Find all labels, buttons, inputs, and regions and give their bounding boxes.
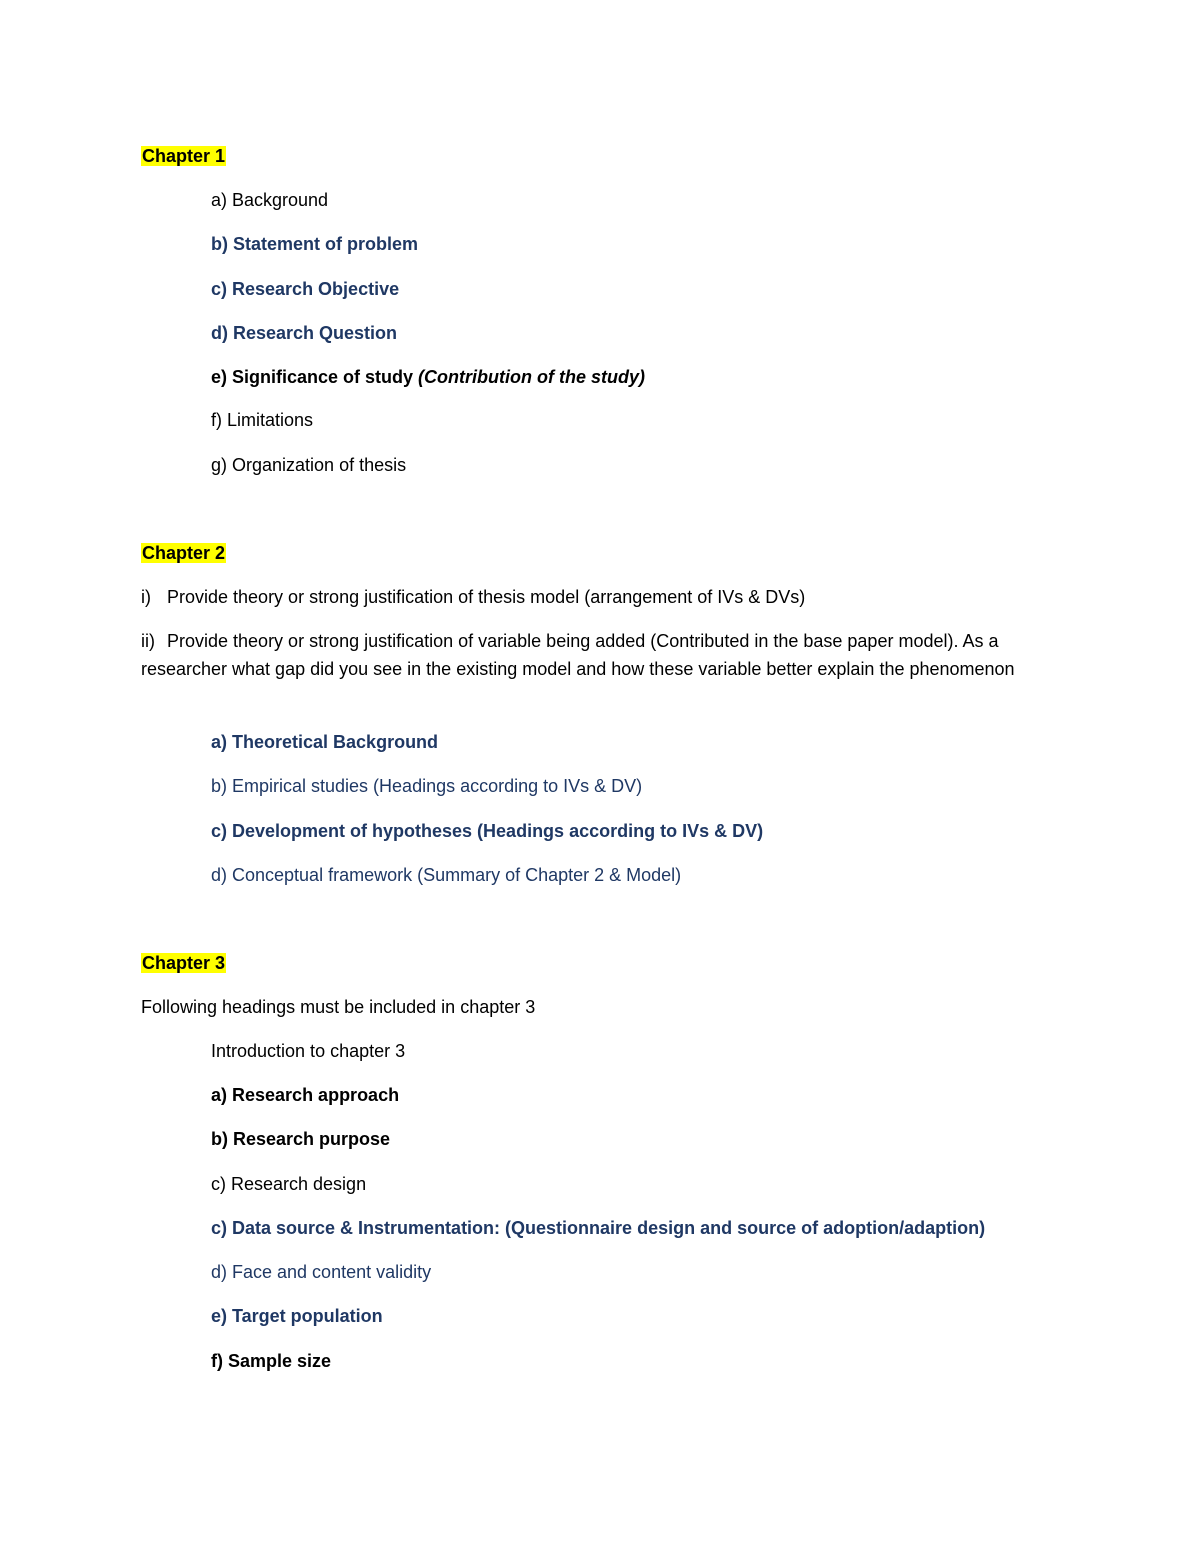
chapter-2-heading-line: [141, 542, 226, 564]
ch2-point-ii: [141, 627, 1061, 683]
chapter-1-heading: Chapter 1: [142, 146, 226, 166]
ch3-item-introduction: Introduction to chapter 3: [211, 1041, 406, 1061]
ch1-item-organization: g) Organization of thesis: [211, 455, 407, 475]
ch2-point-i-number: i): [141, 587, 151, 607]
chapter-1-heading-line: [141, 145, 226, 167]
ch2-point-ii-number: ii): [141, 631, 155, 651]
chapter-2-heading: Chapter 2: [142, 543, 226, 563]
chapter-3-heading-line: [141, 952, 226, 974]
ch1-item-background: a) Background: [211, 190, 329, 210]
ch3-item-face-validity: d) Face and content validity: [211, 1262, 432, 1282]
ch3-intro-sentence: Following headings must be included in chapter 3: [141, 997, 536, 1017]
ch1-item-statement-of-problem: b) Statement of problem: [211, 234, 419, 254]
chapter-3-heading: Chapter 3: [142, 953, 226, 973]
ch2-item-hypotheses: c) Development of hypotheses (Headings according to IVs & DV): [211, 821, 764, 841]
ch3-item-research-design: c) Research design: [211, 1174, 367, 1194]
ch1-item-research-question: d) Research Question: [211, 323, 398, 343]
ch1-item-research-objective: c) Research Objective: [211, 279, 400, 299]
ch2-point-i-text: Provide theory or strong justification of thesis model (arrangement of IVs & DVs): [167, 587, 806, 607]
ch1-significance-note: (Contribution of the study): [418, 367, 645, 387]
ch2-item-empirical-studies: b) Empirical studies (Headings according to IVs & DV): [211, 776, 643, 796]
ch3-item-research-approach: a) Research approach: [211, 1085, 400, 1105]
ch3-item-research-purpose: b) Research purpose: [211, 1129, 391, 1149]
ch3-item-target-population: e) Target population: [211, 1306, 383, 1326]
ch2-point-i: [141, 586, 805, 608]
ch2-item-theoretical-background: a) Theoretical Background: [211, 732, 439, 752]
ch1-item-significance: [211, 366, 645, 388]
ch3-item-sample-size: f) Sample size: [211, 1351, 332, 1371]
ch2-item-conceptual-framework: d) Conceptual framework (Summary of Chapter 2 & Model): [211, 865, 682, 885]
ch2-point-ii-text: Provide theory or strong justification of variable being added (Contributed in the base paper model). As a researcher what gap did you see in the existing model and how these variable better explain the phenomenon: [141, 631, 1015, 679]
ch1-item-limitations: f) Limitations: [211, 410, 314, 430]
ch1-significance-label: e) Significance of study: [211, 367, 419, 387]
ch3-item-data-source: c) Data source & Instrumentation: (Questionnaire design and source of adoption/adaption): [211, 1218, 986, 1238]
